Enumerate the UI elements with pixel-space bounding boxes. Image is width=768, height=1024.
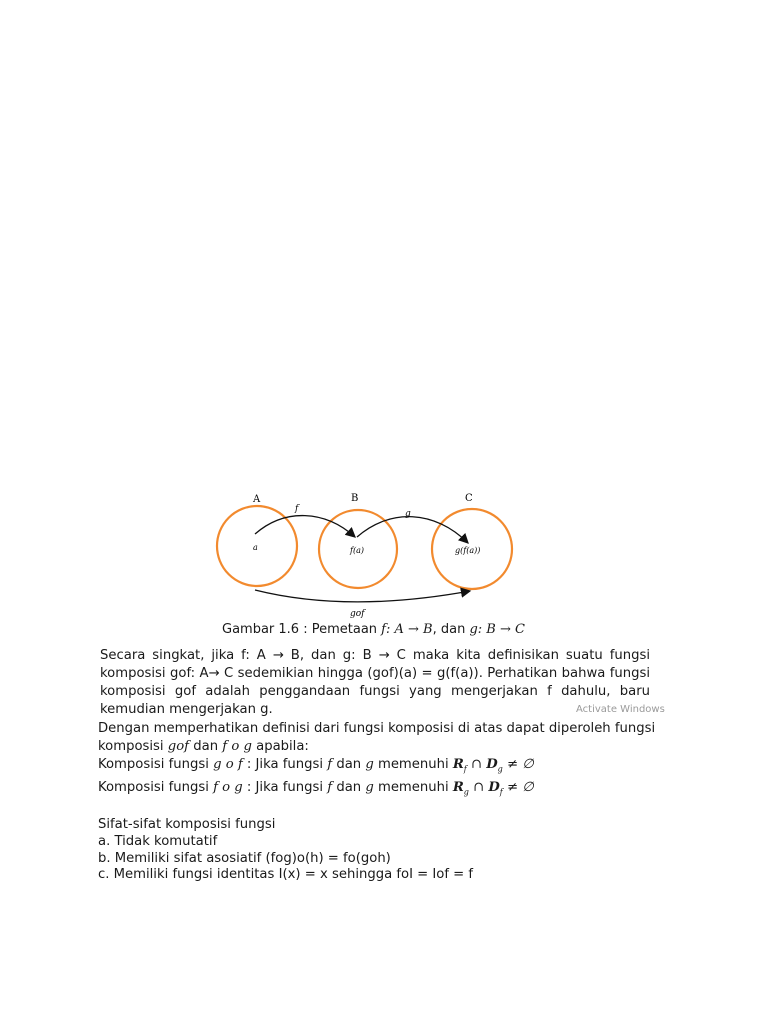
para2-line2-text-a: komposisi (98, 739, 168, 754)
set-c-label: C (465, 493, 473, 504)
caption-map-g: g: B → C (469, 622, 525, 637)
condition-gof-op: g o f (213, 757, 243, 772)
property-item: b. Memiliki sifat asosiatif (fog)o(h) = fo(goh) (98, 850, 391, 866)
element-a-label: a (253, 543, 258, 552)
condition-gof-domain-symbol: D (486, 757, 498, 772)
condition-gof-domain-sub: g (497, 764, 503, 774)
para2-line2-text-b: dan (189, 739, 223, 754)
condition-fog-f: f (327, 779, 333, 795)
para1-line-4: kemudian mengerjakan g. (100, 702, 273, 717)
condition-fog-text-b: : Jika fungsi (242, 779, 328, 795)
condition-fog-range-sub: g (463, 787, 469, 797)
arrow-f (255, 516, 355, 537)
mapping-diagram (185, 488, 555, 620)
condition-fog-not-empty: ≠ ∅ (502, 779, 534, 795)
condition-gof-text-a: Komposisi fungsi (98, 757, 214, 772)
condition-fog-text-a: Komposisi fungsi (98, 779, 214, 795)
condition-gof-range-symbol: R (452, 757, 464, 772)
condition-gof-text-c: dan (332, 757, 366, 772)
properties-section (98, 817, 473, 884)
condition-fog-intersection: ∩ (468, 779, 489, 795)
condition-fog-text-c: dan (332, 779, 366, 795)
caption-sep: , dan (432, 622, 470, 637)
para2-line-1: Dengan memperhatikan definisi dari fungsi komposisi di atas dapat diperoleh fungsi (98, 721, 656, 736)
para1-line-3: komposisi gof adalah penggandaan fungsi yang mengerjakan f dahulu, baru (100, 684, 650, 699)
condition-gof-range-sub: f (463, 764, 467, 774)
condition-gof-g: g (365, 757, 374, 772)
arrow-g (357, 517, 468, 543)
arrow-f-label: f (295, 504, 299, 514)
para1-line-1: Secara singkat, jika f: A → B, dan g: B → C maka kita definisikan suatu fungsi (100, 648, 650, 663)
element-fa-label: f(a) (350, 546, 364, 555)
property-item: c. Memiliki fungsi identitas I(x) = x sehingga foI = Iof = f (98, 867, 474, 883)
para2-line2-gof: gof (167, 739, 190, 754)
condition-fog-domain-symbol: D (488, 779, 500, 795)
condition-gof-intersection: ∩ (466, 757, 487, 772)
condition-fog-text-d: memenuhi (373, 779, 453, 795)
properties-title: Sifat-sifat komposisi fungsi (98, 817, 276, 832)
set-b-label: B (351, 493, 359, 504)
activate-windows-watermark: Activate Windows (576, 704, 665, 715)
figure-caption (222, 622, 525, 637)
arrow-g-label: g (405, 509, 411, 519)
para1-line-2: komposisi gof: A→ C sedemikian hingga (gof)(a) = g(f(a)). Perhatikan bahwa fungsi (100, 666, 650, 681)
conditions-paragraph (98, 720, 656, 801)
arrow-gof (255, 590, 470, 602)
property-item: a. Tidak komutatif (98, 833, 218, 849)
composition-mapping-figure (185, 488, 555, 620)
condition-fog (98, 779, 650, 802)
condition-gof-not-empty: ≠ ∅ (502, 757, 534, 772)
para2-line2-text-c: apabila: (251, 739, 309, 754)
caption-prefix: Gambar 1.6 : Pemetaan (222, 622, 382, 637)
condition-gof-f: f (327, 757, 333, 772)
set-a-label: A (253, 494, 261, 505)
definition-paragraph (100, 647, 650, 719)
condition-gof-text-b: : Jika fungsi (242, 757, 328, 772)
condition-gof-text-d: memenuhi (373, 757, 453, 772)
condition-fog-op: f o g (213, 779, 243, 795)
element-gfa-label: g(f(a)) (455, 546, 481, 555)
arrow-gof-label: gof (350, 609, 365, 619)
condition-fog-domain-sub: f (499, 787, 503, 797)
condition-gof (98, 756, 650, 779)
para2-line2-fog: f o g (222, 739, 252, 754)
condition-fog-range-symbol: R (452, 779, 464, 795)
para2-line-2 (98, 738, 650, 756)
condition-fog-g: g (365, 779, 374, 795)
caption-map-f: f: A → B (381, 622, 433, 637)
